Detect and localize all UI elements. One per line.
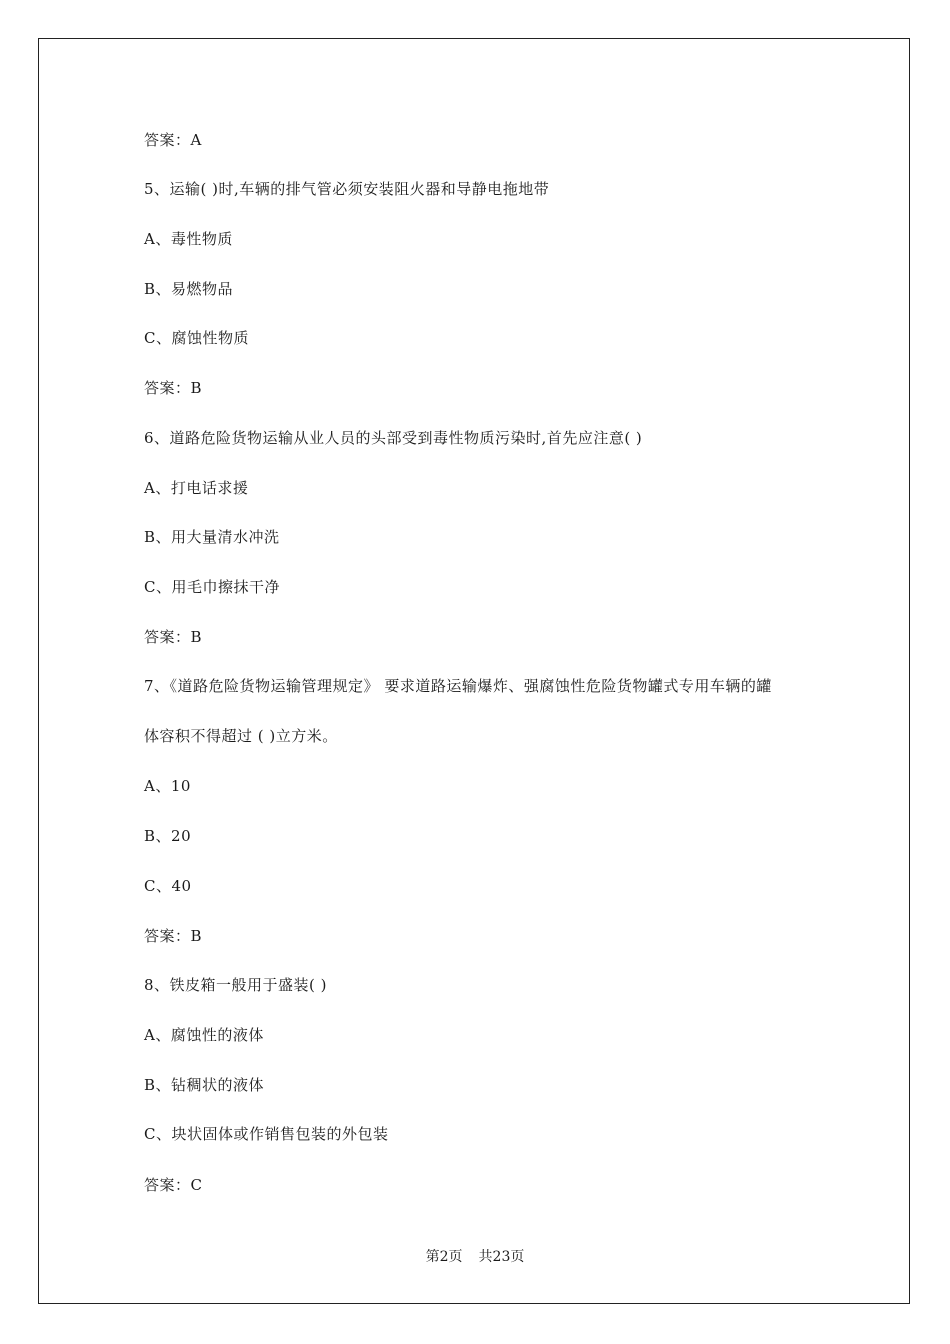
page-border <box>38 38 910 1304</box>
answer-5: 答案：B <box>144 379 203 397</box>
question-7-line-2: 体容积不得超过 ( )立方米。 <box>144 727 338 745</box>
q6-option-a: A、打电话求援 <box>144 479 249 497</box>
question-6: 6、道路危险货物运输从业人员的头部受到毒性物质污染时,首先应注意( ) <box>144 429 643 447</box>
question-7-line-1: 7、《道路危险货物运输管理规定》 要求道路运输爆炸、强腐蚀性危险货物罐式专用车辆的罐 <box>144 677 772 695</box>
answer-7: 答案：B <box>144 927 203 945</box>
page-footer <box>0 1248 950 1266</box>
q8-option-c: C、块状固体或作销售包装的外包装 <box>144 1125 389 1143</box>
q5-option-b: B、易燃物品 <box>144 280 234 298</box>
q8-option-b: B、钻稠状的液体 <box>144 1076 265 1094</box>
page-total: 共23页 <box>478 1249 525 1265</box>
q5-option-c: C、腐蚀性物质 <box>144 329 249 347</box>
answer-8: 答案：C <box>144 1176 203 1194</box>
q7-option-b: B、20 <box>144 827 192 845</box>
q7-option-a: A、10 <box>144 777 191 795</box>
page-number: 第2页 <box>425 1249 463 1265</box>
question-8: 8、铁皮箱一般用于盛装( ) <box>144 976 328 994</box>
q6-option-c: C、用毛巾擦抹干净 <box>144 578 280 596</box>
q5-option-a: A、毒性物质 <box>144 230 233 248</box>
question-5: 5、运输( )时,车辆的排气管必须安装阻火器和导静电拖地带 <box>144 180 550 198</box>
q6-option-b: B、用大量清水冲洗 <box>144 528 280 546</box>
q8-option-a: A、腐蚀性的液体 <box>144 1026 264 1044</box>
answer-4: 答案：A <box>144 131 202 149</box>
answer-6: 答案：B <box>144 628 203 646</box>
q7-option-c: C、40 <box>144 877 192 895</box>
